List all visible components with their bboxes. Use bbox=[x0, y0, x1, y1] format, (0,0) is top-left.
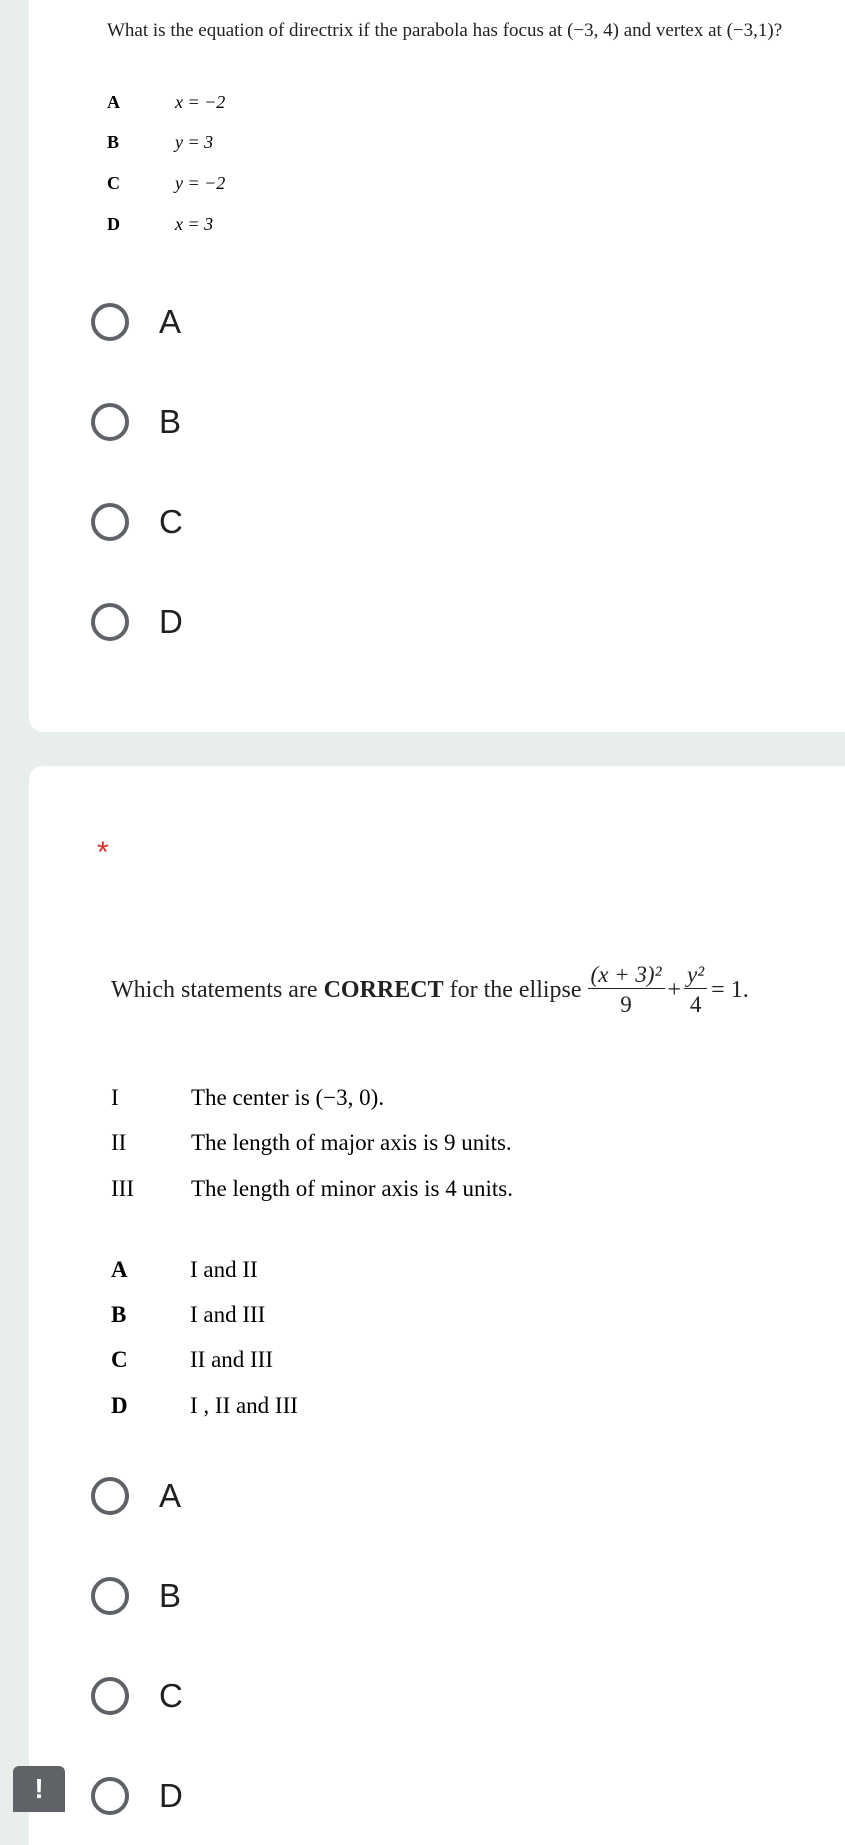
choice-label: C bbox=[159, 1677, 183, 1714]
q1-option-b bbox=[107, 132, 213, 153]
option-letter: B bbox=[107, 132, 120, 152]
radio-button[interactable] bbox=[91, 1677, 129, 1715]
q2-choice-d[interactable] bbox=[91, 1777, 183, 1815]
question-2-prompt: Which statements are bbox=[111, 977, 318, 1004]
report-label: ! bbox=[34, 1773, 44, 1804]
q2-option-d bbox=[111, 1393, 298, 1419]
question-1-prompt: What is the equation of directrix if the parabola has focus at bbox=[107, 20, 563, 41]
q2-option-a bbox=[111, 1257, 258, 1283]
q1-option-d bbox=[107, 214, 213, 235]
choice-label: C bbox=[159, 503, 183, 540]
q1-choice-b[interactable] bbox=[91, 403, 181, 441]
choice-label: D bbox=[159, 1777, 183, 1814]
statement-text: The center is (−3, 0). bbox=[191, 1085, 385, 1110]
q2-choice-a[interactable] bbox=[91, 1477, 181, 1515]
statement-text: The length of minor axis is 4 units. bbox=[191, 1176, 513, 1201]
choice-label: A bbox=[159, 1477, 182, 1514]
radio-button[interactable] bbox=[91, 303, 129, 341]
ellipse-term-1 bbox=[588, 962, 665, 1019]
option-letter: A bbox=[107, 92, 120, 112]
question-2-prompt-end: for the ellipse bbox=[449, 977, 582, 1004]
statement-iii bbox=[111, 1176, 513, 1202]
option-equation: x = 3 bbox=[175, 214, 214, 234]
statement-text: The length of major axis is 9 units. bbox=[191, 1130, 512, 1155]
statement-i bbox=[111, 1085, 384, 1111]
radio-button[interactable] bbox=[91, 403, 129, 441]
q2-choice-c[interactable] bbox=[91, 1677, 183, 1715]
option-equation: x = −2 bbox=[175, 92, 226, 112]
fraction-denominator: 4 bbox=[689, 992, 702, 1018]
choice-label: D bbox=[159, 603, 183, 640]
q1-choice-c[interactable] bbox=[91, 503, 183, 541]
fraction-numerator: y² bbox=[684, 962, 707, 989]
option-equation: y = −2 bbox=[175, 173, 226, 193]
option-text: I and II bbox=[190, 1257, 258, 1282]
q2-option-b bbox=[111, 1302, 265, 1328]
required-asterisk: * bbox=[97, 836, 109, 869]
option-letter: D bbox=[107, 214, 120, 234]
q2-choice-b[interactable] bbox=[91, 1577, 181, 1615]
choice-label: A bbox=[159, 303, 182, 340]
plus-sign: + bbox=[667, 977, 682, 1004]
q1-option-a bbox=[107, 92, 225, 113]
fraction-numerator: (x + 3)² bbox=[588, 962, 665, 989]
option-letter: A bbox=[111, 1257, 128, 1282]
question-2-emphasis: CORRECT bbox=[323, 977, 444, 1004]
statement-number: III bbox=[111, 1176, 134, 1201]
statement-number: II bbox=[111, 1130, 127, 1155]
option-text: I and III bbox=[190, 1302, 266, 1327]
focus-point: (−3, 4) bbox=[567, 20, 619, 41]
option-equation: y = 3 bbox=[175, 132, 214, 152]
equation-end: = 1. bbox=[711, 977, 749, 1004]
statement-number: I bbox=[111, 1085, 119, 1110]
fraction-denominator: 9 bbox=[620, 992, 632, 1018]
question-1-mid: and vertex at bbox=[623, 20, 722, 41]
statement-ii bbox=[111, 1130, 512, 1156]
option-text: I , II and III bbox=[190, 1393, 298, 1418]
radio-button[interactable] bbox=[91, 1577, 129, 1615]
radio-button[interactable] bbox=[91, 1477, 129, 1515]
option-letter: D bbox=[111, 1393, 128, 1418]
radio-button[interactable] bbox=[91, 503, 129, 541]
choice-label: B bbox=[159, 1577, 182, 1614]
radio-button[interactable] bbox=[91, 1777, 129, 1815]
ellipse-term-2 bbox=[684, 962, 707, 1019]
choice-label: B bbox=[159, 403, 182, 440]
radio-button[interactable] bbox=[91, 603, 129, 641]
question-mark: ? bbox=[773, 20, 783, 41]
option-text: II and III bbox=[190, 1347, 274, 1372]
q1-choice-a[interactable] bbox=[91, 303, 181, 341]
question-2-text bbox=[111, 962, 749, 1019]
exclamation-icon[interactable] bbox=[13, 1766, 65, 1812]
vertex-point: (−3,1) bbox=[726, 20, 774, 41]
option-letter: C bbox=[107, 173, 120, 193]
q1-choice-d[interactable] bbox=[91, 603, 183, 641]
q1-option-c bbox=[107, 173, 225, 194]
question-1-text bbox=[107, 20, 782, 42]
q2-option-c bbox=[111, 1347, 273, 1373]
option-letter: B bbox=[111, 1302, 127, 1327]
option-letter: C bbox=[111, 1347, 128, 1372]
